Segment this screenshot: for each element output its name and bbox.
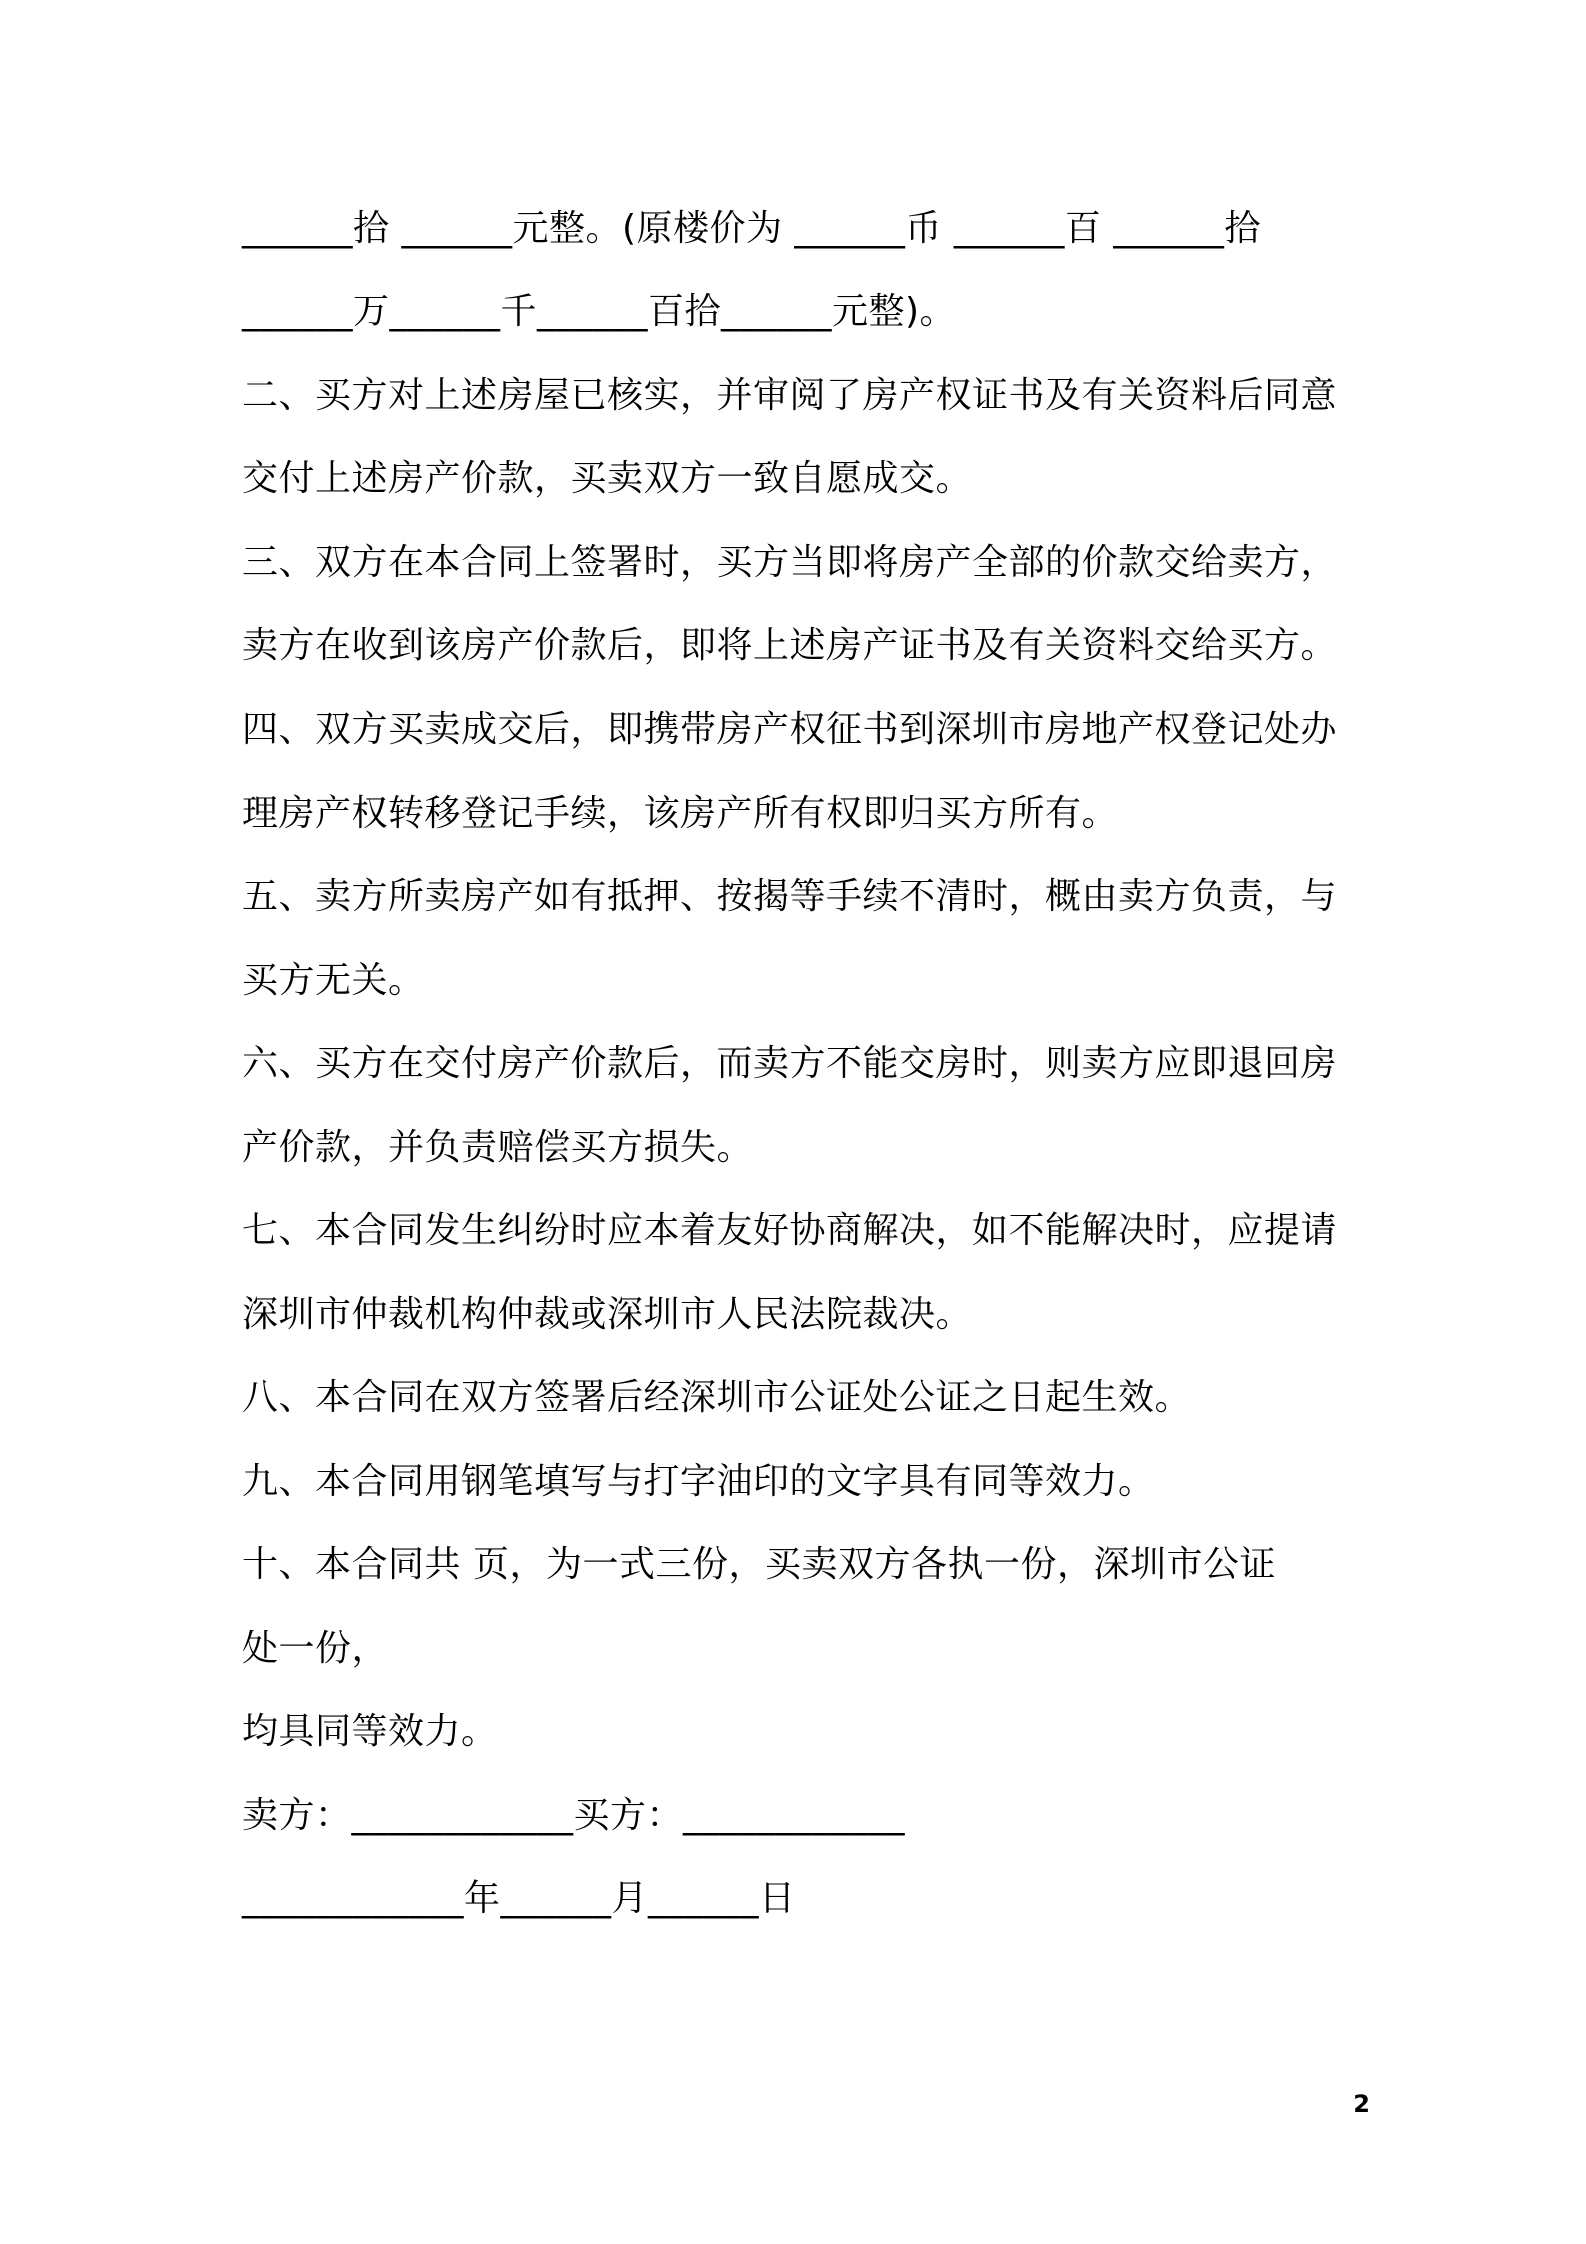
- text-line-11: 六、买方在交付房产价款后，而卖方不能交房时，则卖方应即退回房: [242, 1043, 1338, 1084]
- text-line-15: 八、本合同在双方签署后经深圳市公证处公证之日起生效。: [242, 1377, 1192, 1418]
- text-line-17: 十、本合同共 页，为一式三份，买卖双方各执一份，深圳市公证: [242, 1544, 1276, 1585]
- text-line-14: 深圳市仲裁机构仲裁或深圳市人民法院裁决。: [242, 1294, 973, 1335]
- text-line-18: 处一份，: [242, 1628, 389, 1669]
- text-line-12: 产价款，并负责赔偿买方损失。: [242, 1127, 754, 1168]
- text-line-16: 九、本合同用钢笔填写与打字油印的文字具有同等效力。: [242, 1461, 1155, 1502]
- text-line-6: 卖方在收到该房产价款后，即将上述房产证书及有关资料交给买方。: [242, 625, 1338, 666]
- text-line-9: 五、卖方所卖房产如有抵押、按揭等手续不清时，概由卖方负责，与: [242, 876, 1338, 917]
- text-line-10: 买方无关。: [242, 960, 425, 1001]
- signature-line: 卖方：____________买方：____________: [242, 1795, 906, 1836]
- text-line-1: ______拾 ______元整。(原楼价为 ______币 ______百 ______拾: [242, 208, 1261, 249]
- text-line-8: 理房产权转移登记手续，该房产所有权即归买方所有。: [242, 793, 1119, 834]
- page-number: 2: [1353, 2090, 1370, 2118]
- text-line-13: 七、本合同发生纠纷时应本着友好协商解决，如不能解决时，应提请: [242, 1210, 1338, 1251]
- text-line-7: 四、双方买卖成交后，即携带房产权征书到深圳市房地产权登记处办: [242, 709, 1338, 750]
- text-line-5: 三、双方在本合同上签署时，买方当即将房产全部的价款交给卖方，: [242, 542, 1338, 583]
- text-line-3: 二、买方对上述房屋已核实，并审阅了房产权证书及有关资料后同意: [242, 375, 1338, 416]
- date-line: ____________年______月______日: [242, 1878, 796, 1919]
- text-line-19: 均具同等效力。: [242, 1711, 498, 1752]
- text-line-4: 交付上述房产价款，买卖双方一致自愿成交。: [242, 458, 973, 499]
- text-line-2: ______万______千______百拾______元整)。: [242, 291, 957, 332]
